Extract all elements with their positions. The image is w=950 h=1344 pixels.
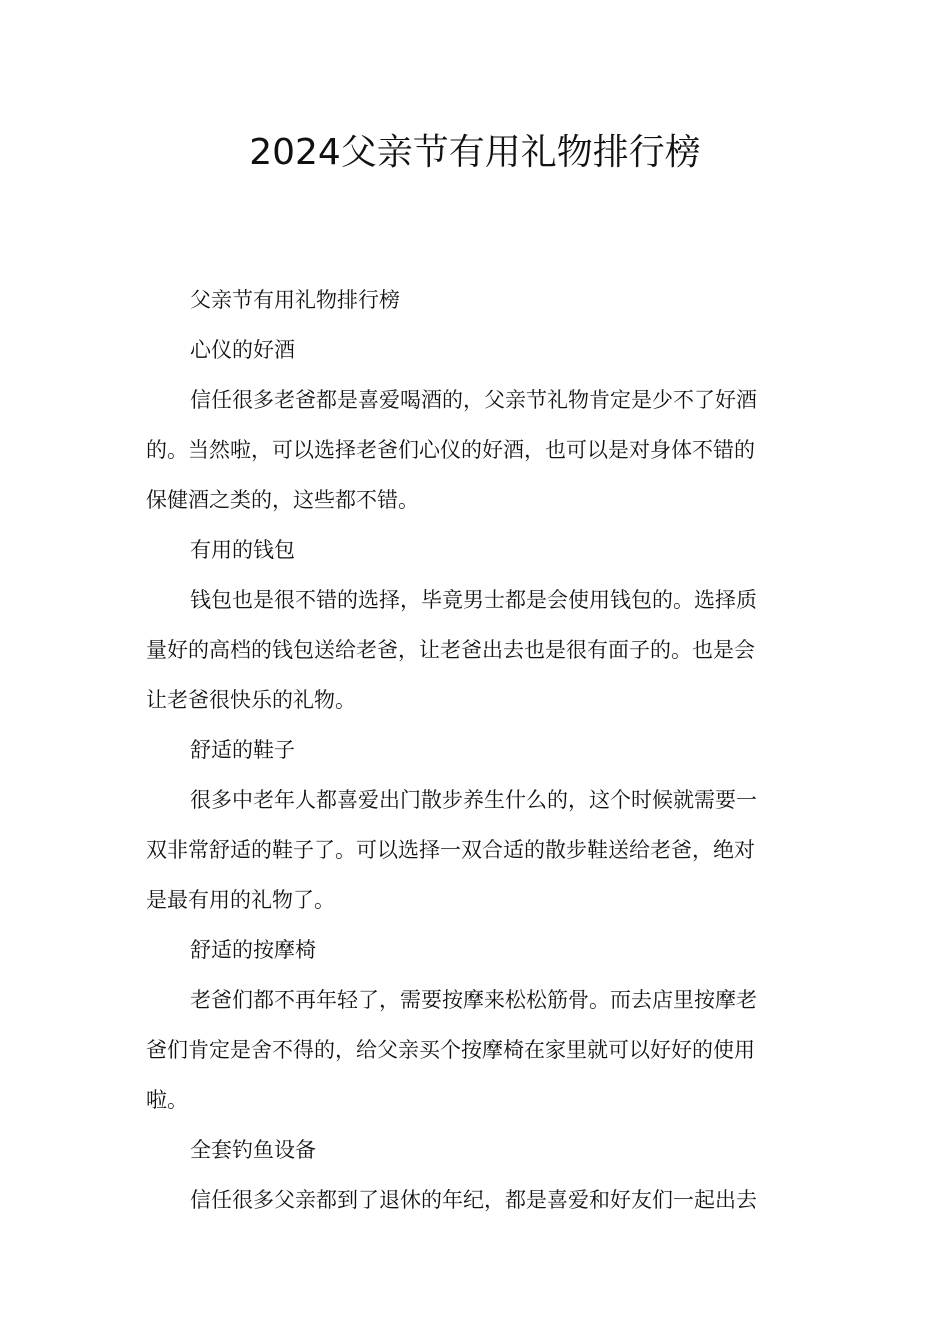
body-paragraph [146,784,808,916]
heading-text: 心仪的好酒 [190,338,295,362]
paragraph-line: 爸们肯定是舍不得的，给父亲买个按摩椅在家里就可以好好的使用 [146,1038,755,1062]
section-heading [146,1134,808,1166]
paragraph-line: 保健酒之类的，这些都不错。 [146,488,419,512]
body-paragraph [146,384,808,516]
section-heading [146,284,808,316]
heading-text: 父亲节有用礼物排行榜 [190,288,400,312]
paragraph-line: 双非常舒适的鞋子了。可以选择一双合适的散步鞋送给老爸，绝对 [146,838,755,862]
heading-text: 舒适的按摩椅 [190,938,316,962]
section-heading [146,934,808,966]
paragraph-line: 信任很多老爸都是喜爱喝酒的，父亲节礼物肯定是少不了好酒 [190,388,757,412]
heading-text: 全套钓鱼设备 [190,1138,316,1162]
body-paragraph [146,984,808,1116]
paragraph-line: 让老爸很快乐的礼物。 [146,688,356,712]
heading-text: 舒适的鞋子 [190,738,295,762]
paragraph-line: 很多中老年人都喜爱出门散步养生什么的，这个时候就需要一 [190,788,757,812]
document-body [146,284,808,1216]
paragraph-line: 老爸们都不再年轻了，需要按摩来松松筋骨。而去店里按摩老 [190,988,757,1012]
section-heading [146,534,808,566]
section-heading [146,734,808,766]
paragraph-line: 量好的高档的钱包送给老爸，让老爸出去也是很有面子的。也是会 [146,638,755,662]
paragraph-line: 的。当然啦，可以选择老爸们心仪的好酒，也可以是对身体不错的 [146,438,755,462]
paragraph-line: 是最有用的礼物了。 [146,888,335,912]
heading-text: 有用的钱包 [190,538,295,562]
paragraph-line: 啦。 [146,1088,188,1112]
body-paragraph [146,584,808,716]
paragraph-line: 钱包也是很不错的选择，毕竟男士都是会使用钱包的。选择质 [190,588,757,612]
body-paragraph [146,1184,808,1216]
document-title: 2024父亲节有用礼物排行榜 [249,132,701,173]
section-heading [146,334,808,366]
paragraph-line: 信任很多父亲都到了退休的年纪，都是喜爱和好友们一起出去 [190,1188,757,1212]
